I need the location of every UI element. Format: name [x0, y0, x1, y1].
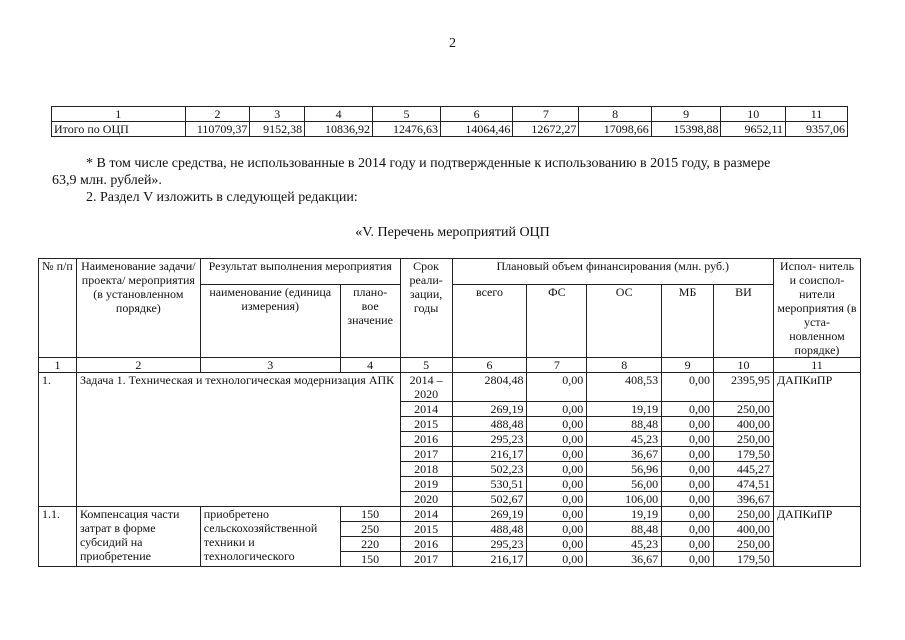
year-cell: 2017 [400, 552, 452, 567]
fs-cell: 0,00 [527, 447, 587, 462]
mb-cell: 0,00 [662, 552, 714, 567]
totals-value: 12672,27 [513, 122, 579, 137]
header-term: Срок реали- зации, годы [400, 259, 452, 358]
footnote-paragraph: * В том числе средства, не использованные в 2014 году и подтвержденные к использованию в 2015 году, в размере [86, 156, 771, 171]
vi-cell: 179,50 [714, 552, 774, 567]
header-os: ОС [587, 284, 662, 357]
header-result-name: наименование (единица измерения) [200, 284, 340, 357]
column-number: 5 [400, 358, 452, 373]
footnote-paragraph-continuation: 63,9 млн. рублей». [52, 173, 162, 188]
vi-cell: 250,00 [714, 402, 774, 417]
year-cell: 2018 [400, 462, 452, 477]
mb-cell: 0,00 [662, 447, 714, 462]
totals-value: 12476,63 [373, 122, 441, 137]
fs-cell: 0,00 [527, 492, 587, 507]
os-cell: 56,00 [587, 477, 662, 492]
mb-cell: 0,00 [662, 417, 714, 432]
totals-col-number: 7 [513, 107, 579, 122]
year-cell: 2014 [400, 507, 452, 522]
plan-cell: 150 [340, 507, 400, 522]
total-cell: 216,17 [452, 552, 527, 567]
column-number: 11 [773, 358, 860, 373]
mb-cell: 0,00 [662, 507, 714, 522]
year-cell: 2015 [400, 522, 452, 537]
totals-value: 9652,11 [721, 122, 786, 137]
os-cell: 88,48 [587, 522, 662, 537]
os-cell: 56,96 [587, 462, 662, 477]
page-number: 2 [449, 36, 456, 51]
vi-cell: 396,67 [714, 492, 774, 507]
os-cell: 19,19 [587, 507, 662, 522]
year-cell: 2020 [400, 492, 452, 507]
totals-col-number: 6 [440, 107, 512, 122]
vi-cell: 250,00 [714, 432, 774, 447]
mb-cell: 0,00 [662, 373, 714, 402]
totals-col-number: 9 [651, 107, 721, 122]
totals-value: 10836,92 [305, 122, 373, 137]
totals-col-number: 10 [721, 107, 786, 122]
totals-col-number: 5 [373, 107, 441, 122]
total-cell: 269,19 [452, 507, 527, 522]
item-name: Компенсация части затрат в форме субсидий на приобретение [76, 507, 200, 567]
plan-cell: 220 [340, 537, 400, 552]
fs-cell: 0,00 [527, 373, 587, 402]
mb-cell: 0,00 [662, 537, 714, 552]
totals-value: 9152,38 [250, 122, 305, 137]
totals-col-number: 4 [305, 107, 373, 122]
total-cell: 502,23 [452, 462, 527, 477]
os-cell: 88,48 [587, 417, 662, 432]
vi-cell: 2395,95 [714, 373, 774, 402]
totals-col-number: 11 [786, 107, 848, 122]
totals-value: 15398,88 [651, 122, 721, 137]
fs-cell: 0,00 [527, 432, 587, 447]
task-name: Задача 1. Техническая и технологическая модернизация АПК [76, 373, 400, 507]
total-cell: 295,23 [452, 537, 527, 552]
column-number: 10 [714, 358, 774, 373]
vi-cell: 400,00 [714, 522, 774, 537]
mb-cell: 0,00 [662, 522, 714, 537]
vi-cell: 250,00 [714, 537, 774, 552]
item-result-name: приобретено сельскохозяйственной техники и технологического [200, 507, 340, 567]
os-cell: 36,67 [587, 552, 662, 567]
os-cell: 45,23 [587, 432, 662, 447]
column-number: 6 [452, 358, 527, 373]
header-executor: Испол- нитель и соиспол- нители мероприятия (в уста- новленном порядке) [773, 259, 860, 358]
total-cell: 502,67 [452, 492, 527, 507]
mb-cell: 0,00 [662, 432, 714, 447]
total-cell: 216,17 [452, 447, 527, 462]
mb-cell: 0,00 [662, 462, 714, 477]
column-number-row [39, 358, 861, 373]
header-finance: Плановый объем финансирования (млн. руб.) [452, 259, 773, 285]
table-row [39, 373, 861, 402]
totals-value: 9357,06 [786, 122, 848, 137]
totals-value: 17098,66 [579, 122, 651, 137]
section-title: «V. Перечень мероприятий ОЦП [355, 225, 550, 240]
totals-col-number: 8 [579, 107, 651, 122]
header-name: Наименование задачи/проекта/ мероприятия (в установленном порядке) [76, 259, 200, 358]
header-result-plan: плано- вое значение [340, 284, 400, 357]
totals-value: 110709,37 [185, 122, 250, 137]
mb-cell: 0,00 [662, 402, 714, 417]
year-cell: 2019 [400, 477, 452, 492]
task-num: 1. [39, 373, 77, 507]
totals-col-number: 3 [250, 107, 305, 122]
column-number: 1 [39, 358, 77, 373]
total-cell: 269,19 [452, 402, 527, 417]
item-num: 1.1. [39, 507, 77, 567]
totals-row [52, 122, 848, 137]
column-number: 9 [662, 358, 714, 373]
totals-value: 14064,46 [440, 122, 512, 137]
year-cell: 2014 [400, 402, 452, 417]
year-cell: 2016 [400, 537, 452, 552]
item-executor: ДАПКиПР [773, 507, 860, 567]
os-cell: 36,67 [587, 447, 662, 462]
section-instruction: 2. Раздел V изложить в следующей редакции: [86, 190, 358, 205]
totals-table [51, 106, 848, 137]
total-cell: 295,23 [452, 432, 527, 447]
measures-table [38, 258, 861, 567]
fs-cell: 0,00 [527, 522, 587, 537]
fs-cell: 0,00 [527, 462, 587, 477]
totals-col-number: 2 [185, 107, 250, 122]
os-cell: 106,00 [587, 492, 662, 507]
column-number: 3 [200, 358, 340, 373]
vi-cell: 474,51 [714, 477, 774, 492]
header-vi: ВИ [714, 284, 774, 357]
plan-cell: 150 [340, 552, 400, 567]
total-cell: 2804,48 [452, 373, 527, 402]
column-number: 7 [527, 358, 587, 373]
os-cell: 19,19 [587, 402, 662, 417]
totals-label: Итого по ОЦП [52, 122, 186, 137]
column-number: 8 [587, 358, 662, 373]
year-cell: 2017 [400, 447, 452, 462]
header-total: всего [452, 284, 527, 357]
plan-cell: 250 [340, 522, 400, 537]
fs-cell: 0,00 [527, 552, 587, 567]
header-mb: МБ [662, 284, 714, 357]
year-cell: 2016 [400, 432, 452, 447]
os-cell: 45,23 [587, 537, 662, 552]
table-row [39, 507, 861, 522]
header-result: Результат выполнения мероприятия [200, 259, 400, 285]
mb-cell: 0,00 [662, 492, 714, 507]
table-header-row [39, 259, 861, 285]
fs-cell: 0,00 [527, 537, 587, 552]
totals-col-number: 1 [52, 107, 186, 122]
header-num: № п/п [39, 259, 77, 358]
vi-cell: 179,50 [714, 447, 774, 462]
year-cell: 2014 – 2020 [400, 373, 452, 402]
fs-cell: 0,00 [527, 507, 587, 522]
fs-cell: 0,00 [527, 477, 587, 492]
mb-cell: 0,00 [662, 477, 714, 492]
fs-cell: 0,00 [527, 417, 587, 432]
column-number: 4 [340, 358, 400, 373]
total-cell: 530,51 [452, 477, 527, 492]
header-fs: ФС [527, 284, 587, 357]
task-executor: ДАПКиПР [773, 373, 860, 507]
column-number: 2 [76, 358, 200, 373]
vi-cell: 445,27 [714, 462, 774, 477]
total-cell: 488,48 [452, 417, 527, 432]
fs-cell: 0,00 [527, 402, 587, 417]
year-cell: 2015 [400, 417, 452, 432]
totals-header-row [52, 107, 848, 122]
total-cell: 488,48 [452, 522, 527, 537]
os-cell: 408,53 [587, 373, 662, 402]
vi-cell: 400,00 [714, 417, 774, 432]
vi-cell: 250,00 [714, 507, 774, 522]
